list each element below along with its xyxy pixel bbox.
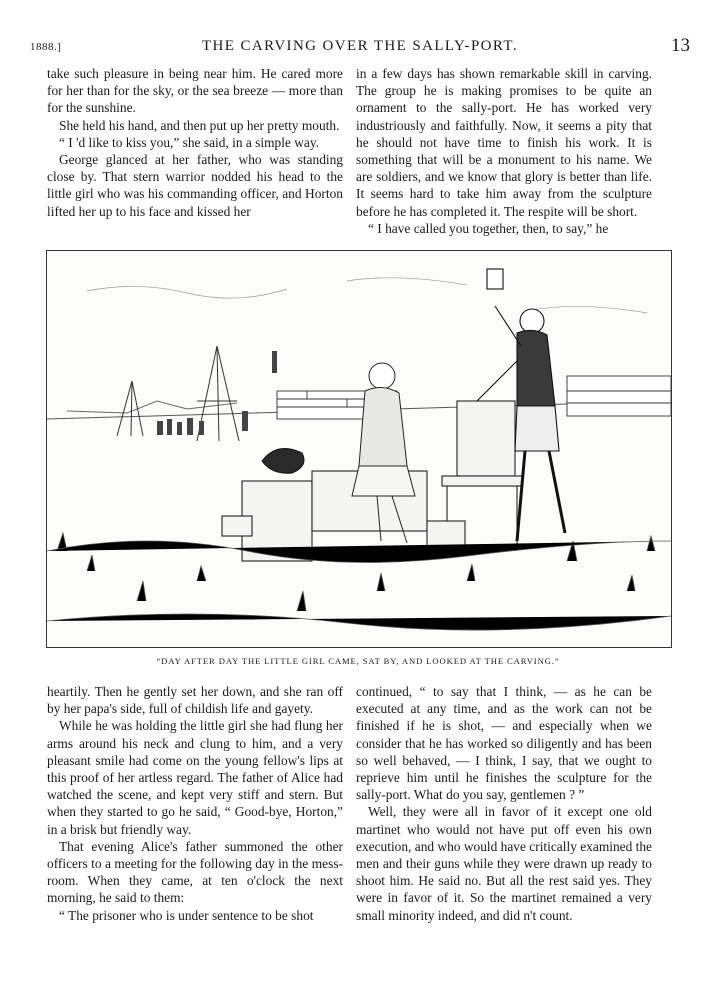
illustration-drawing [47, 251, 671, 647]
paragraph: While he was holding the little girl she had flung her arms around his neck and clung to him, and a very pleasant smile had come on the young fellow's lips at this proof of her artless regard. The father of Alice had watched the scene, and kept very stiff and stern. But when they started to go he said, “ Good-bye, Horton,” in a brisk but friendly way. [47, 718, 343, 837]
paragraph: in a few days has shown remarkable skill in carving. The group he is making promises to be quite an ornament to the sally-port. He has worked very industriously and faithfully. Now, it seems a pity that he should not have time to finish his work. It is something that will be a monument to his name. We are soldiers, and we know that glory is better than life. It seems hard to take him away from the sculpture before he has completed it. The respite will be short. [356, 66, 652, 219]
paragraph: She held his hand, and then put up her pretty mouth. [59, 117, 340, 133]
paragraph: “ I 'd like to kiss you,” she said, in a simple way. [59, 134, 320, 150]
top-right-column [356, 65, 652, 237]
paragraph: George glanced at her father, who was standing close by. That stern warrior nodded his head to the little girl who was his commanding officer, and Horton lifted her up to his face and kissed her [47, 152, 343, 219]
paragraph: take such pleasure in being near him. He cared more for her than for the sky, or the sea breeze — more than for the sunshine. [47, 66, 343, 116]
top-left-column [47, 65, 343, 220]
paragraph: “ The prisoner who is under sentence to be shot [59, 907, 314, 923]
running-head [30, 35, 690, 56]
paragraph: “ I have called you together, then, to say,” he [368, 220, 609, 236]
illustration [46, 250, 672, 648]
paragraph: heartily. Then he gently set her down, and she ran off by her papa's side, full of childish life and gayety. [47, 684, 343, 717]
page-number: 13 [671, 35, 690, 56]
illustration-caption: “DAY AFTER DAY THE LITTLE GIRL CAME, SAT BY, AND LOOKED AT THE CARVING.” [156, 656, 560, 666]
bottom-left-column [47, 683, 343, 924]
article-title: THE CARVING OVER THE SALLY-PORT. [201, 38, 519, 54]
issue-date: 1888.] [30, 41, 62, 53]
paragraph: continued, “ to say that I think, — as he can be executed at any time, and as the work can not be finished if he is shot, — and especially when we consider that he has worked so diligently and has been so well behaved, — I think, I say, that we ought to reprieve him until he finishes the sculpture for the sally-port. What do you say, gentlemen ? ” [356, 684, 652, 803]
paragraph: That evening Alice's father summoned the other officers to a meeting for the following day in the mess-room. When they came, at ten o'clock the next morning, he said to them: [47, 838, 343, 906]
paragraph: Well, they were all in favor of it except one old martinet who would not have put off even his own execution, and who would have critically examined the men and their guns while they were drawn up ready to shoot him. He said no. But all the rest said yes. They were in favor of it. So the martinet remained a very small minority indeed, and did n't count. [356, 804, 652, 923]
bottom-right-column [356, 683, 652, 924]
